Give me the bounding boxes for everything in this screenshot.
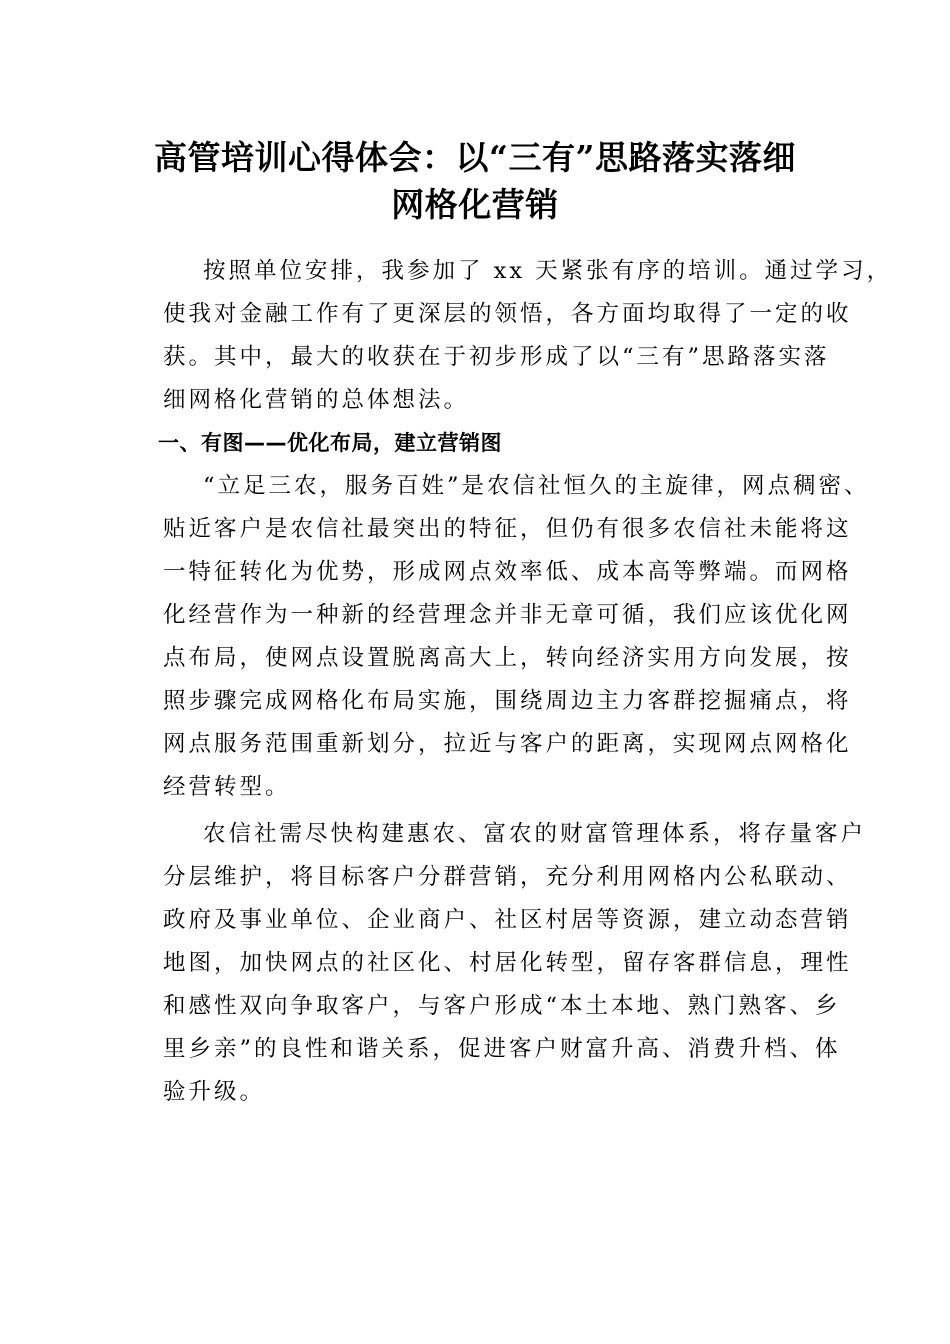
text-line: 验升级。 <box>163 1079 266 1105</box>
text-line: 获。其中，最大的收获在于初步形成了以“三有”思路落实落 <box>163 344 830 370</box>
text-line: 地图，加快网点的社区化、村居化转型，留存客群信息，理性 <box>163 950 852 976</box>
section-heading: 一、有图——优化布局，建立营销图 <box>158 431 502 455</box>
text-line: 经营转型。 <box>163 774 291 800</box>
document-title <box>110 134 840 228</box>
document-body <box>118 250 893 1114</box>
text-line: “立足三农，服务百姓”是农信社恒久的主旋律，网点稠密、 <box>203 473 870 499</box>
text-line: 网点服务范围重新划分，拉近与客户的距离，实现网点网格化 <box>163 731 852 757</box>
title-line-1: 高管培训心得体会：以“三有”思路落实落细 <box>154 138 796 177</box>
text-line: 按照单位安排，我参加了 xx 天紧张有序的培训。通过学习， <box>203 258 893 284</box>
text-line: 贴近客户是农信社最突出的特征，但仍有很多农信社未能将这 <box>163 516 852 542</box>
text-line: 化经营作为一种新的经营理念并非无章可循，我们应该优化网 <box>163 602 852 628</box>
text-line: 照步骤完成网格化布局实施，围绕周边主力客群挖掘痛点，将 <box>163 688 852 714</box>
text-line: 使我对金融工作有了更深层的领悟，各方面均取得了一定的收 <box>163 301 852 327</box>
text-line: 政府及事业单位、企业商户、社区村居等资源，建立动态营销 <box>163 907 852 933</box>
text-line: 细网格化营销的总体想法。 <box>163 387 470 413</box>
text-line: 和感性双向争取客户，与客户形成“本土本地、熟门熟客、乡 <box>163 993 841 1019</box>
text-line: 一特征转化为优势，形成网点效率低、成本高等弊端。而网格 <box>163 559 852 585</box>
text-line: 里乡亲”的良性和谐关系，促进客户财富升高、消费升档、体 <box>163 1036 841 1062</box>
text-line: 点布局，使网点设置脱离高大上，转向经济实用方向发展，按 <box>163 645 852 671</box>
text-line: 分层维护，将目标客户分群营销，充分利用网格内公私联动、 <box>163 864 852 890</box>
title-line-2: 网格化营销 <box>391 185 559 224</box>
section-paragraph <box>118 465 870 809</box>
section-paragraph <box>118 813 867 1114</box>
text-line: 农信社需尽快构建惠农、富农的财富管理体系，将存量客户 <box>203 821 867 847</box>
intro-paragraph <box>118 250 893 422</box>
